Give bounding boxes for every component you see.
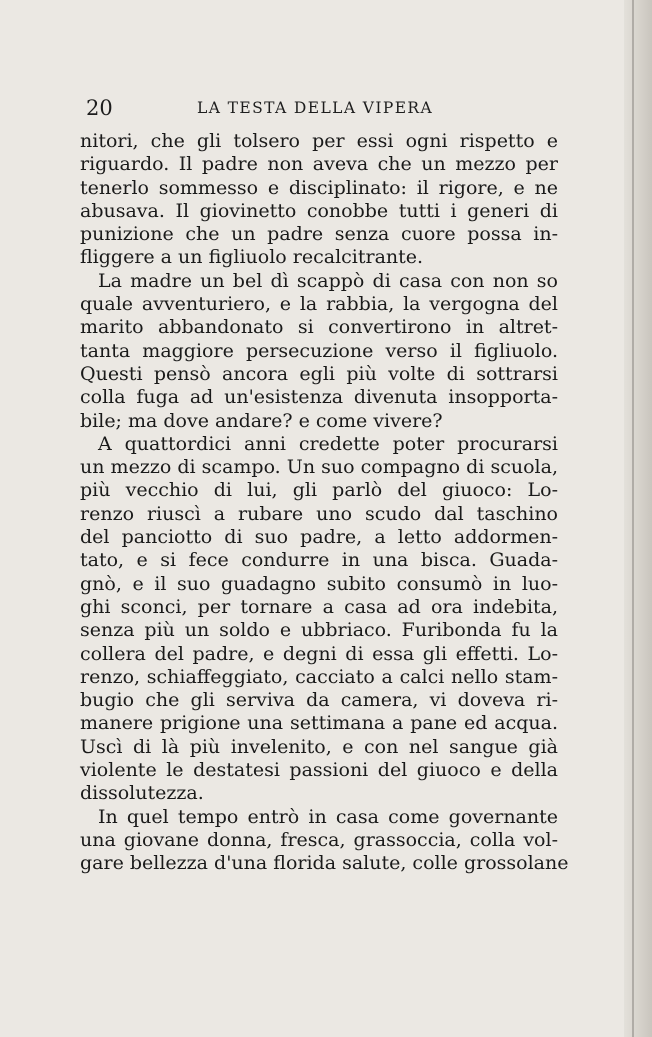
text-line: un mezzo di scampo. Un suo compagno di scuola, xyxy=(80,456,558,479)
text-line: bile; ma dove andare? e come vivere? xyxy=(80,409,443,432)
text-line: tato, e si fece condurre in una bisca. Guada- xyxy=(80,549,558,572)
text-line: bugio che gli serviva da camera, vi doveva ri- xyxy=(80,689,558,712)
text-line: renzo riuscì a rubare uno scudo dal taschino xyxy=(80,502,558,525)
text-line: una giovane donna, fresca, grassoccia, colla vol- xyxy=(80,828,558,851)
page-edge-shadow xyxy=(624,0,652,1037)
text-line: marito abbandonato si convertirono in altret- xyxy=(80,316,558,339)
text-line: quale avventuriero, e la rabbia, la vergogna del xyxy=(80,293,558,316)
text-line: tenerlo sommesso e disciplinato: il rigore, e ne xyxy=(80,176,558,199)
text-line: colla fuga ad un'esistenza divenuta insopporta- xyxy=(80,386,558,409)
text-line: gare bellezza d'una florida salute, colle grossolane xyxy=(80,852,569,875)
text-line: violente le destatesi passioni del giuoco e della xyxy=(80,759,558,782)
running-title: LA TESTA DELLA VIPERA xyxy=(197,99,434,117)
text-line: punizione che un padre senza cuore possa in- xyxy=(80,223,558,246)
text-line: gnò, e il suo guadagno subito consumò in luo- xyxy=(80,572,558,595)
text-line: manere prigione una settimana a pane ed acqua. xyxy=(80,712,558,735)
text-line: Questi pensò ancora egli più volte di sottrarsi xyxy=(80,362,558,385)
text-line: del panciotto di suo padre, a letto addormen- xyxy=(80,526,558,549)
page-number: 20 xyxy=(86,96,113,120)
text-line: La madre un bel dì scappò di casa con non so xyxy=(98,269,558,292)
running-header xyxy=(86,96,566,120)
text-line: fliggere a un figliuolo recalcitrante. xyxy=(80,246,424,269)
page-edge-line xyxy=(632,0,634,1037)
text-line: renzo, schiaffeggiato, cacciato a calci nello stam- xyxy=(80,665,558,688)
text-line: In quel tempo entrò in casa come governante xyxy=(98,805,558,828)
text-line: Uscì di là più invelenito, e con nel sangue già xyxy=(80,735,558,758)
text-line: ghi sconci, per tornare a casa ad ora indebita, xyxy=(80,595,558,618)
body-text xyxy=(80,130,569,876)
text-line: dissolutezza. xyxy=(80,782,204,805)
text-line: senza più un soldo e ubbriaco. Furibonda fu la xyxy=(80,619,558,642)
text-line: tanta maggiore persecuzione verso il figliuolo. xyxy=(80,339,558,362)
text-line: A quattordici anni credette poter procurarsi xyxy=(98,432,558,455)
text-line: riguardo. Il padre non aveva che un mezzo per xyxy=(80,153,558,176)
text-line: nitori, che gli tolsero per essi ogni rispetto e xyxy=(80,130,558,152)
text-line: più vecchio di lui, gli parlò del giuoco: Lo- xyxy=(80,479,558,502)
text-line: collera del padre, e degni di essa gli effetti. Lo- xyxy=(80,642,558,665)
text-line: abusava. Il giovinetto conobbe tutti i generi di xyxy=(80,199,558,222)
